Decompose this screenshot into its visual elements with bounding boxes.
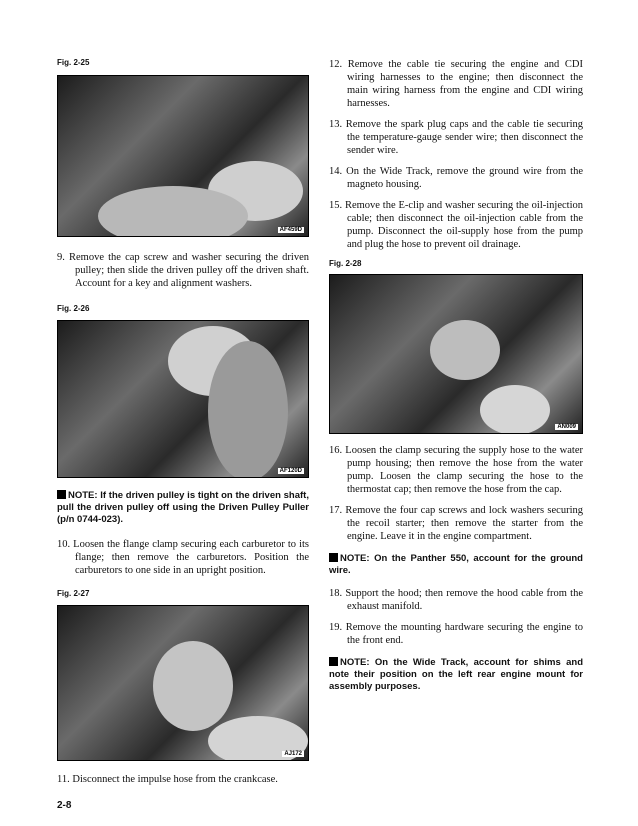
figure-code: AF459D	[279, 227, 302, 233]
figure-photo	[329, 274, 583, 434]
figure-label: Fig. 2-28	[329, 259, 362, 268]
note-text: NOTE: If the driven pulley is tight on the driven shaft, pull the driven pulley off using the Driven Pulley Puller (p/n 0744-023).	[57, 490, 309, 525]
step-11: 11. Disconnect the impulse hose from the crankcase.	[57, 774, 278, 785]
step-15: 15. Remove the E-clip and washer securing the oil-injection cable; then disconnect the oil-injection cable from the pump. Disconnect the oil-supply hose from the pump and plug the hose to prevent oil drainage.	[329, 200, 583, 250]
figure-photo	[57, 605, 309, 761]
note	[57, 490, 309, 526]
figure-photo	[57, 75, 309, 237]
note-text: NOTE: On the Panther 550, account for the ground wire.	[329, 553, 583, 576]
pulley-shape	[98, 186, 248, 237]
note	[329, 553, 583, 577]
step-9: 9. Remove the cap screw and washer securing the driven pulley; then slide the driven pulley off the driven shaft. Account for a key and alignment washers.	[57, 252, 309, 289]
note-marker-icon	[329, 657, 338, 666]
step-16: 16. Loosen the clamp securing the supply hose to the water pump housing; then remove the hose from the water pump. Loosen the clamp securing the hose to the thermostat cap; then remove the hose from the cap.	[329, 445, 583, 495]
step-17: 17. Remove the four cap screws and lock washers securing the recoil starter; then remove the starter from the engine. Leave it in the engine compartment.	[329, 505, 583, 542]
step-18: 18. Support the hood; then remove the hood cable from the exhaust manifold.	[329, 588, 583, 612]
figure-photo	[57, 320, 309, 478]
note	[329, 657, 583, 693]
figure-label: Fig. 2-26	[57, 304, 90, 313]
figure-label: Fig. 2-25	[57, 58, 90, 67]
left-column	[57, 58, 309, 786]
step-14: 14. On the Wide Track, remove the ground wire from the magneto housing.	[329, 166, 583, 190]
page-number: 2-8	[57, 800, 72, 811]
step-13: 13. Remove the spark plug caps and the cable tie securing the temperature-gauge sender wire; then disconnect the sender wire.	[329, 119, 583, 156]
carburetor-shape	[153, 641, 233, 731]
note-marker-icon	[329, 553, 338, 562]
figure-code: AN009	[557, 424, 576, 430]
hand-shape	[480, 385, 550, 434]
figure-code: AF120D	[279, 468, 302, 474]
step-10: 10. Loosen the flange clamp securing each carburetor to its flange; then remove the carburetors. Position the carburetors to one side in an upright position.	[57, 539, 309, 576]
figure-label: Fig. 2-27	[57, 589, 90, 598]
pulley-shape	[208, 341, 288, 478]
note-marker-icon	[57, 490, 66, 499]
right-column	[329, 58, 583, 693]
note-text: NOTE: On the Wide Track, account for shims and note their position on the left rear engine mount for assembly purposes.	[329, 657, 583, 692]
pump-shape	[430, 320, 500, 380]
figure-code: AJ172	[284, 751, 302, 757]
step-12: 12. Remove the cable tie securing the engine and CDI wiring harnesses to the engine; then disconnect the main wiring harness from the engine and CDI wiring harnesses.	[329, 59, 583, 109]
step-19: 19. Remove the mounting hardware securing the engine to the front end.	[329, 622, 583, 646]
